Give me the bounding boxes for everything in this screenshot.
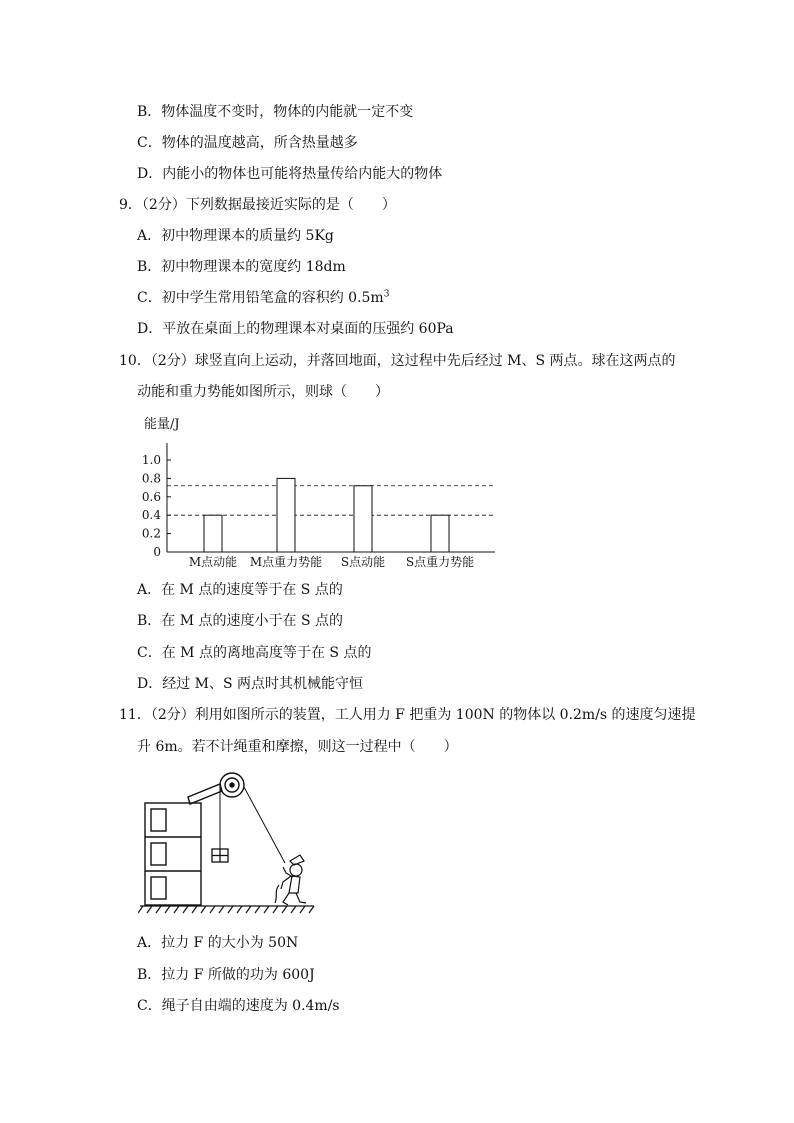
q9-option-c-text: C．初中学生常用铅笔盒的容积约 0.5m — [137, 290, 384, 306]
q8-option-c: C．物体的温度越高，所含热量越多 — [137, 135, 358, 151]
energy-bar — [204, 515, 222, 552]
category-label: M点动能 — [188, 555, 238, 569]
q10-stem-line1: 10．（2分）球竖直向上运动，并落回地面，这过程中先后经过 M、S 两点。球在这两点的 — [119, 353, 676, 369]
support-beam — [188, 784, 222, 804]
q8-option-d: D．内能小的物体也可能将热量传给内能大的物体 — [137, 166, 443, 182]
y-tick-label: 0.8 — [141, 471, 161, 486]
pulley-apparatus-figure — [138, 765, 318, 920]
ground — [138, 906, 314, 913]
q11-option-b: B．拉力 F 所做的功为 600J — [137, 967, 315, 983]
q9-option-c-exponent: 3 — [383, 289, 390, 300]
q8-option-b: B．物体温度不变时，物体的内能就一定不变 — [137, 104, 414, 120]
energy-bar — [354, 486, 372, 552]
pulley-icon — [220, 773, 244, 797]
energy-bar — [431, 515, 449, 552]
building — [145, 803, 201, 905]
q9-stem: 9．（2分）下列数据最接近实际的是（ ） — [119, 197, 396, 213]
q10-stem-line2: 动能和重力势能如图所示，则球（ ） — [137, 384, 389, 400]
q10-option-d: D．经过 M、S 两点时其机械能守恒 — [137, 676, 364, 692]
q11-option-a: A．拉力 F 的大小为 50N — [137, 935, 299, 951]
y-tick-label: 1.0 — [141, 453, 161, 467]
q10-option-a: A．在 M 点的速度等于在 S 点的 — [137, 582, 343, 598]
y-tick-label: 0 — [153, 545, 161, 559]
energy-bar-chart — [140, 408, 510, 578]
category-label: S点重力势能 — [405, 555, 475, 569]
worker-figure — [275, 855, 306, 905]
q9-option-b: B．初中物理课本的宽度约 18dm — [137, 259, 346, 275]
rope — [220, 787, 285, 863]
chart-y-axis-label: 能量/J — [144, 417, 180, 432]
y-tick-label: 0.4 — [141, 508, 161, 523]
energy-bar — [277, 478, 295, 552]
q9-option-a: A．初中物理课本的质量约 5Kg — [137, 228, 334, 244]
y-tick-label: 0.2 — [141, 526, 161, 541]
q9-option-d: D．平放在桌面上的物理课本对桌面的压强约 60Pa — [137, 321, 454, 337]
y-tick-label: 0.6 — [141, 489, 161, 504]
category-label: S点动能 — [340, 555, 386, 569]
q11-option-c: C．绳子自由端的速度为 0.4m/s — [137, 998, 340, 1014]
weight-box — [212, 849, 228, 862]
q10-option-b: B．在 M 点的速度小于在 S 点的 — [137, 613, 344, 629]
q11-stem-line2: 升 6m。若不计绳重和摩擦，则这一过程中（ ） — [137, 739, 458, 755]
q9-option-c — [137, 288, 389, 308]
q11-stem-line1: 11．（2分）利用如图所示的装置，工人用力 F 把重为 100N 的物体以 0.2m/s 的速度匀速提 — [119, 707, 696, 723]
category-label: M点重力势能 — [249, 555, 323, 569]
q10-option-c: C．在 M 点的离地高度等于在 S 点的 — [137, 645, 372, 661]
